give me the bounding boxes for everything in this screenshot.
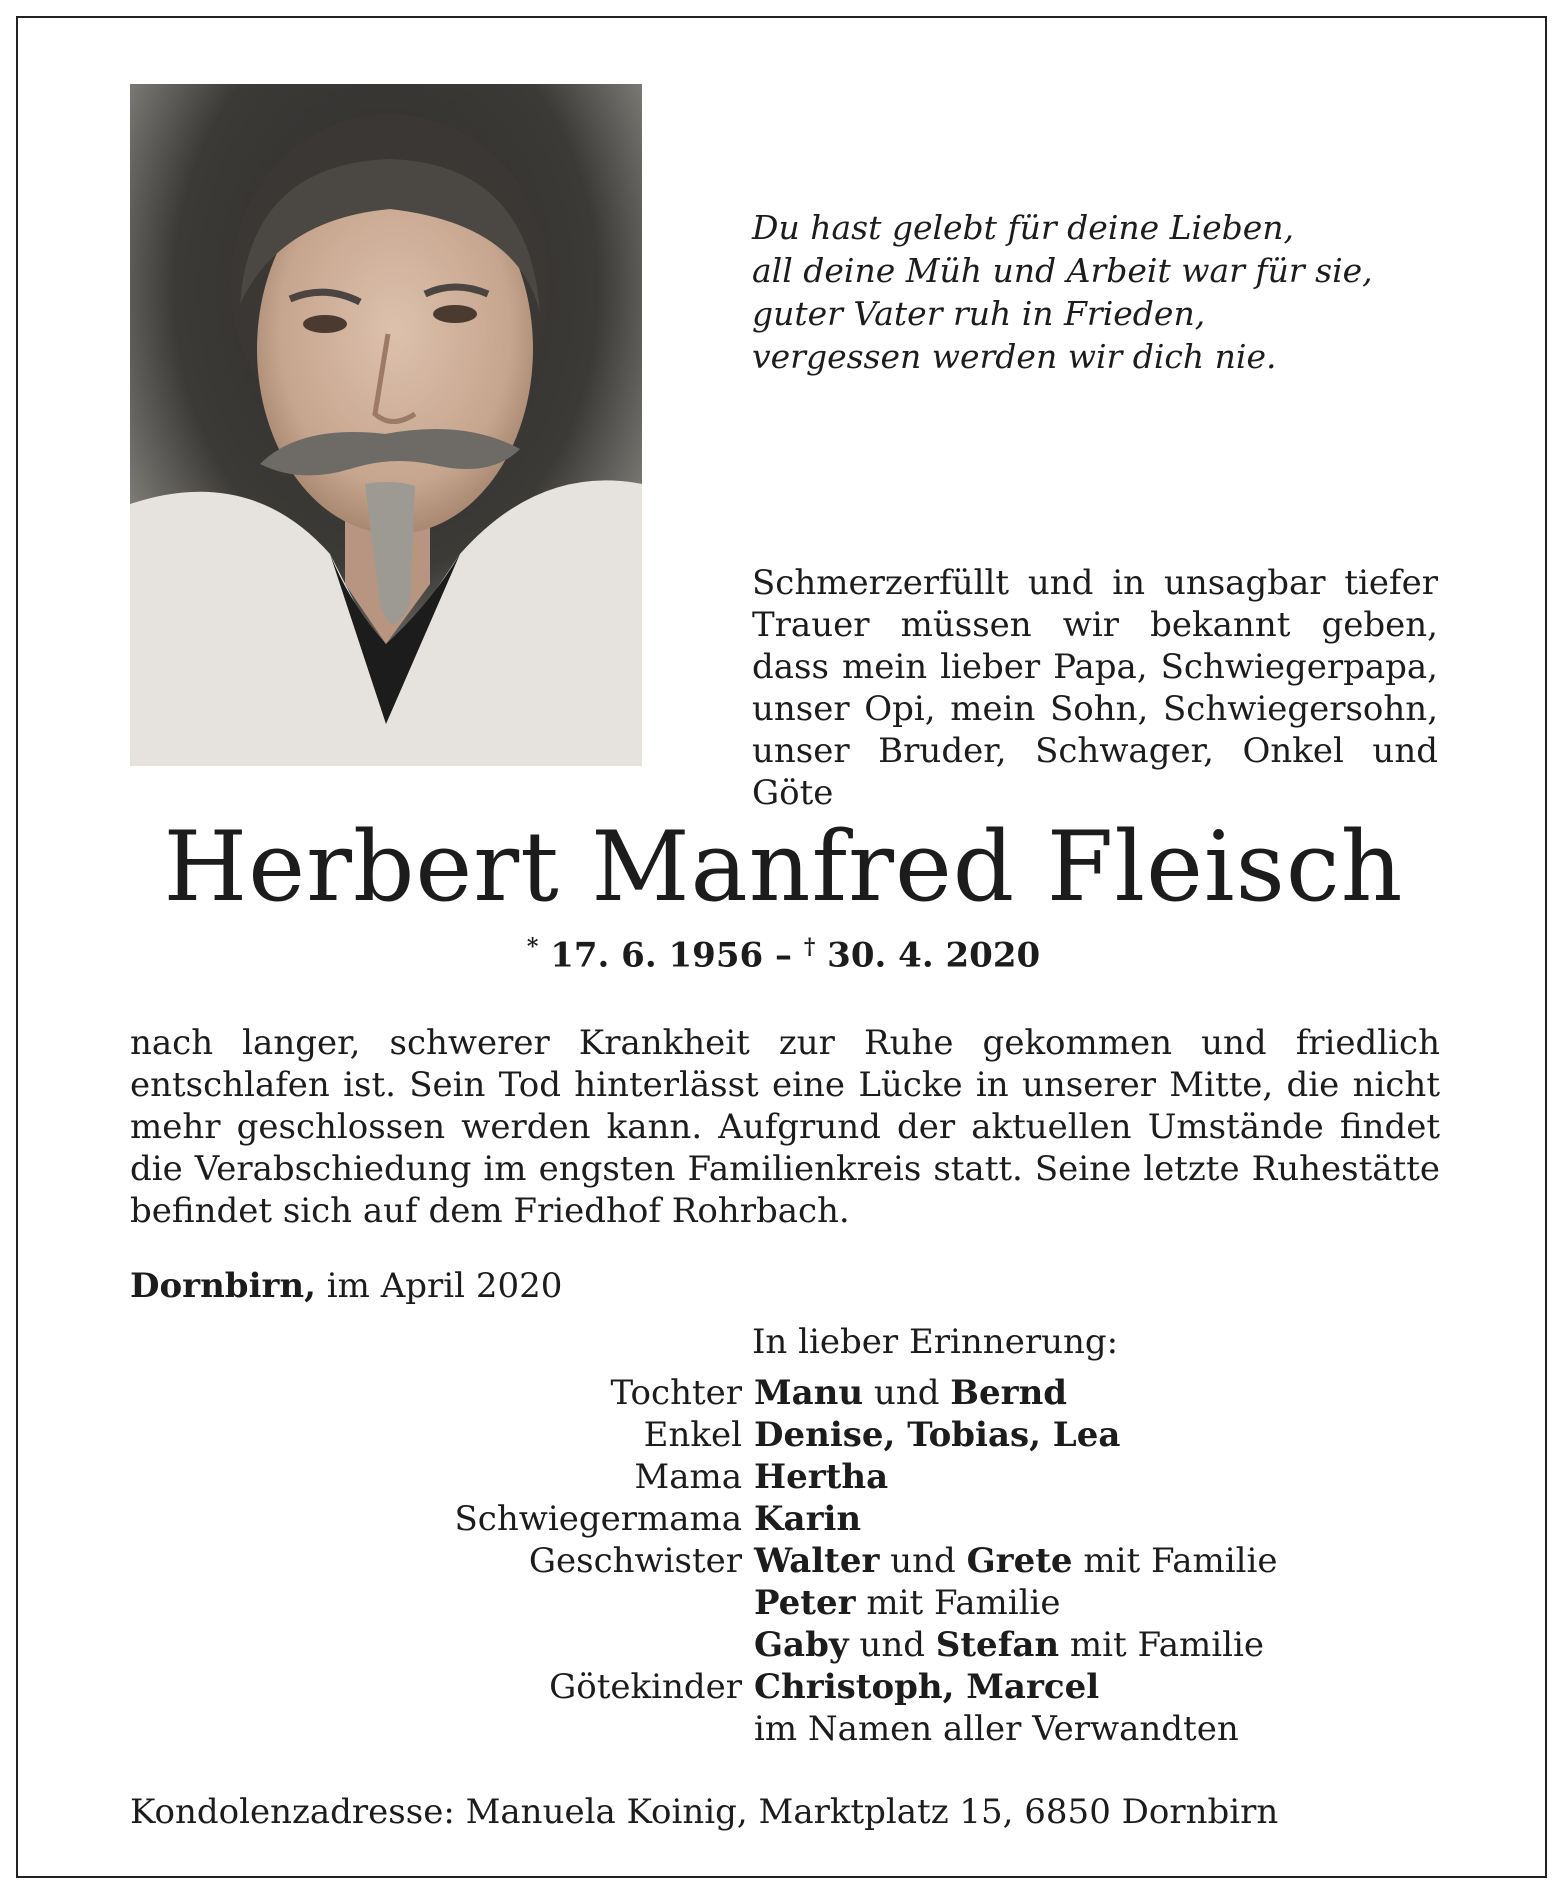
family-member-name: Peter (754, 1583, 856, 1623)
place-date (130, 1266, 562, 1306)
family-member-name: Bernd (950, 1373, 1068, 1413)
family-member-name: Denise, Tobias, Lea (754, 1415, 1121, 1455)
place-when: im April 2020 (315, 1266, 563, 1306)
family-relation: Tochter (610, 1373, 742, 1413)
family-names (754, 1498, 861, 1540)
poem-line: Du hast gelebt für deine Lieben, (752, 208, 1295, 247)
portrait-photo (130, 84, 642, 766)
family-member-name: Christoph, Marcel (754, 1667, 1100, 1707)
family-relation: Mama (634, 1457, 742, 1497)
family-row (300, 1414, 1277, 1456)
family-names (754, 1414, 1120, 1456)
family-names (754, 1540, 1277, 1582)
family-member-name: Manu (754, 1373, 864, 1413)
family-row (300, 1708, 1277, 1750)
family-row (300, 1498, 1277, 1540)
family-member-name: Karin (754, 1499, 862, 1539)
family-relation: Enkel (643, 1415, 742, 1455)
family-list (300, 1372, 1277, 1750)
family-relation: Götekinder (549, 1667, 742, 1707)
family-connector: und (848, 1625, 936, 1665)
family-row (300, 1582, 1277, 1624)
family-connector: mit Familie (1072, 1541, 1278, 1581)
birth-symbol: * (526, 934, 539, 960)
family-relation (300, 1582, 754, 1624)
poem (752, 206, 1373, 378)
family-connector: und (863, 1373, 951, 1413)
life-dates (0, 934, 1567, 975)
poem-line: guter Vater ruh in Frieden, (752, 294, 1206, 333)
memory-label: In lieber Erinnerung: (752, 1322, 1119, 1362)
family-connector: im Namen aller Verwandten (754, 1709, 1239, 1749)
family-names (754, 1666, 1099, 1708)
intro-text: Schmerzerfüllt und in unsagbar tiefer Trauer müssen wir bekannt geben, dass mein lieber Papa, Schwiegerpapa, unser Opi, mein Sohn, Schwiegersohn, unser Bruder, Schwager, Onkel und Göte (752, 563, 1438, 813)
family-relation: Schwiegermama (454, 1499, 742, 1539)
family-member-name: Gaby (754, 1625, 849, 1665)
body-text: nach langer, schwerer Krankheit zur Ruhe gekommen und friedlich entschlafen ist. Sein Tod hinterlässt eine Lücke in unserer Mitte, die nicht mehr geschlossen werden kann. Aufgrund der aktuellen Umstände findet die Verabschiedung im engsten Familienkreis statt. Seine letzte Ruhestätte befindet sich auf dem Friedhof Rohrbach. (130, 1023, 1440, 1231)
death-date: 30. 4. 2020 (815, 935, 1041, 976)
birth-date: 17. 6. 1956 – (538, 935, 804, 976)
family-row (300, 1372, 1277, 1414)
family-connector: mit Familie (855, 1583, 1061, 1623)
family-connector: mit Familie (1059, 1625, 1265, 1665)
family-relation (300, 1624, 754, 1666)
deceased-name: Herbert Manfred Fleisch (163, 811, 1404, 923)
poem-line: vergessen werden wir dich nie. (752, 337, 1277, 376)
family-row (300, 1624, 1277, 1666)
family-names (754, 1456, 888, 1498)
family-names (754, 1624, 1264, 1666)
poem-line: all deine Müh und Arbeit war für sie, (752, 251, 1373, 290)
family-member-name: Hertha (754, 1457, 889, 1497)
family-member-name: Grete (966, 1541, 1073, 1581)
family-member-name: Walter (754, 1541, 880, 1581)
family-member-name: Stefan (935, 1625, 1060, 1665)
family-connector: und (879, 1541, 967, 1581)
family-names (754, 1708, 1239, 1750)
death-symbol: † (803, 934, 816, 960)
place-city: Dornbirn, (130, 1266, 316, 1306)
family-relation (300, 1708, 754, 1750)
family-row (300, 1456, 1277, 1498)
family-row (300, 1540, 1277, 1582)
condolence-address: Kondolenzadresse: Manuela Koinig, Marktplatz 15, 6850 Dornbirn (130, 1792, 1279, 1832)
family-relation: Geschwister (528, 1541, 742, 1581)
family-row (300, 1666, 1277, 1708)
family-names (754, 1582, 1060, 1624)
family-names (754, 1372, 1067, 1414)
